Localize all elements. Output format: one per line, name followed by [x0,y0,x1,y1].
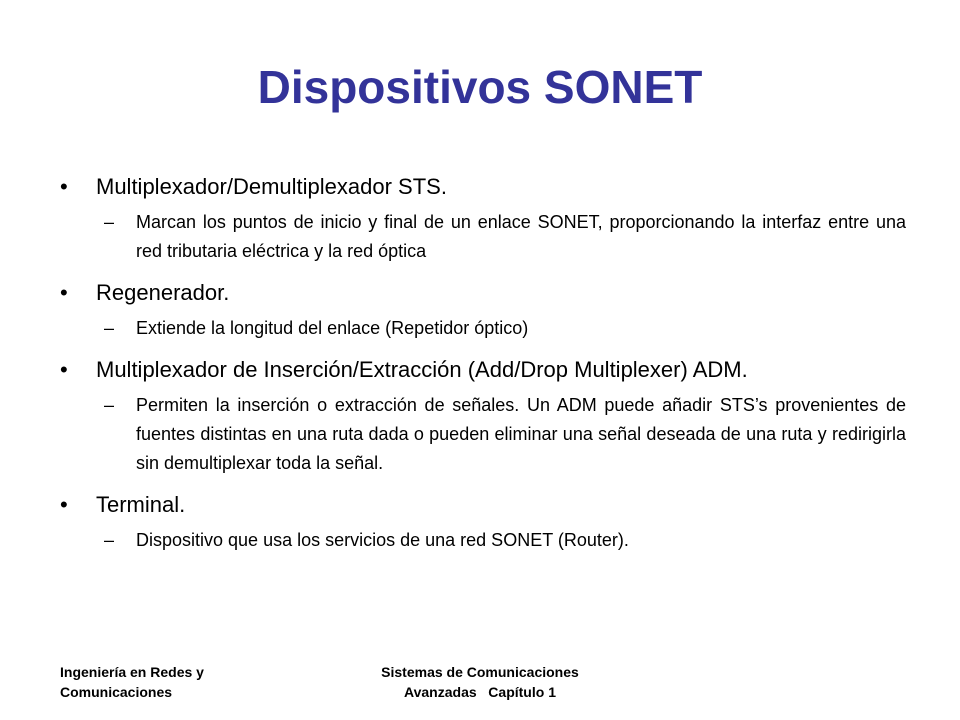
sub-item-adm [60,391,906,478]
bullet-item-terminal [60,490,906,520]
sub-text: Permiten la inserción o extracción de señales. Un ADM puede añadir STS’s provenientes de fuentes distintas en una ruta dada o pueden eliminar una señal deseada de una ruta y redirigirla sin demultiplexar toda la señal. [136,395,906,473]
bullet-marker: • [60,357,68,382]
sub-item-multiplexador [60,208,906,266]
bullet-text: Multiplexador/Demultiplexador STS. [96,174,447,199]
bullet-text: Multiplexador de Inserción/Extracción (Add/Drop Multiplexer) ADM. [96,357,748,382]
dash-marker: – [104,530,115,550]
bullet-item-multiplexador [60,172,906,202]
sub-text: Extiende la longitud del enlace (Repetidor óptico) [136,318,529,338]
dash-marker: – [104,395,115,415]
sub-item-terminal [60,526,906,555]
slide-title: Dispositivos SONET [257,61,703,113]
bullet-item-adm [60,355,906,385]
bullet-marker: • [60,492,68,517]
bullet-list [60,172,906,567]
dash-marker: – [104,318,115,338]
footer-subject-line2: Avanzadas Capítulo 1 [404,684,556,700]
bullet-marker: • [60,280,68,305]
footer-subject-line1: Sistemas de Comunicaciones [381,664,579,680]
footer-subject [330,662,630,702]
bullet-text: Terminal. [96,492,186,517]
bullet-text: Regenerador. [96,280,230,305]
footer-course-line2: Comunicaciones [60,684,173,700]
dash-marker: – [104,212,115,232]
bullet-item-regenerador [60,278,906,308]
bullet-marker: • [60,174,68,199]
footer-course [60,662,204,702]
sub-text: Dispositivo que usa los servicios de una red SONET (Router). [136,530,629,550]
sub-text: Marcan los puntos de inicio y final de un enlace SONET, proporcionando la interfaz entre una red tributaria eléctrica y la red óptica [136,212,906,261]
sub-item-regenerador [60,314,906,343]
footer-course-line1: Ingeniería en Redes y [60,664,204,680]
